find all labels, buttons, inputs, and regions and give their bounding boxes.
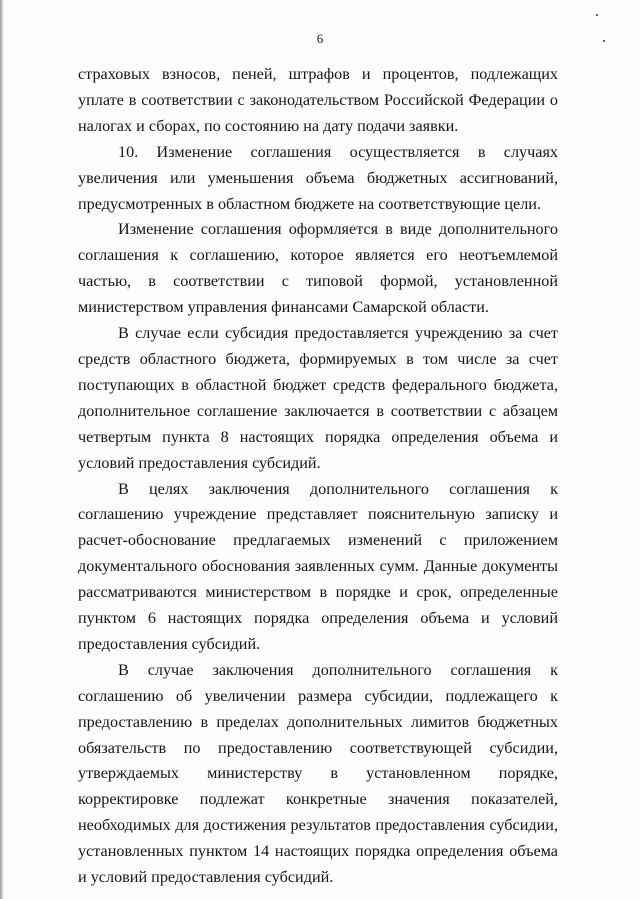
paragraph-federal-funds: В случае если субсидия предоставляется учреждению за счет средств областного бюджета, формируемых в том числе за счет поступающих в областной бюджет средств федерального бюджета, дополнительное соглашение заключается в соответствии с абзацем четвертым пункта 8 настоящих порядка определения объема и условий предоставления субсидий. [78, 324, 558, 472]
paragraph-clause-10: 10. Изменение соглашения осуществляется в случаях увеличения или уменьшения объема бюджетных ассигнований, предусмотренных в областном бюджете на соответствующие цели. [78, 142, 558, 213]
paragraph-explanatory-note: В целях заключения дополнительного соглашения к соглашению учреждение представляет пояснительную записку и расчет-обоснование предлагаемых изменений с приложением документального обоснования заявленных сумм. Данные документы рассматриваются министерством в порядке и срок, определенные пунктом 6 настоящих порядка определения объема и условий предоставления субсидий. [78, 479, 558, 653]
scan-speck [596, 14, 598, 16]
scan-edge-shadow [0, 0, 4, 899]
scan-speck [603, 40, 605, 42]
paragraph-continuation: страховых взносов, пеней, штрафов и процентов, подлежащих уплате в соответствии с законодательством Российской Федерации о налогах и сборах, по состоянию на дату подачи заявки. [78, 65, 558, 135]
page-number: 6 [316, 31, 324, 46]
paragraph-amendment-form: Изменение соглашения оформляется в виде дополнительного соглашения к соглашению, которое является его неотъемлемой частью, в соответствии с типовой формой, установленной министерством управления финансами Самарской области. [78, 220, 558, 317]
paragraph-subsidy-increase: В случае заключения дополнительного соглашения к соглашению об увеличении размера субсидии, подлежащего к предоставлению в пределах дополнительных лимитов бюджетных обязательств по предоставлению соответствующей субсидии, утверждаемых министерству в установленном порядке, корректировке подлежат конкретные значения показателей, необходимых для достижения результатов предоставления субсидии, установленных пунктом 14 настоящих порядка определения объема и условий предоставления субсидий. [78, 660, 558, 887]
document-body [78, 62, 558, 891]
